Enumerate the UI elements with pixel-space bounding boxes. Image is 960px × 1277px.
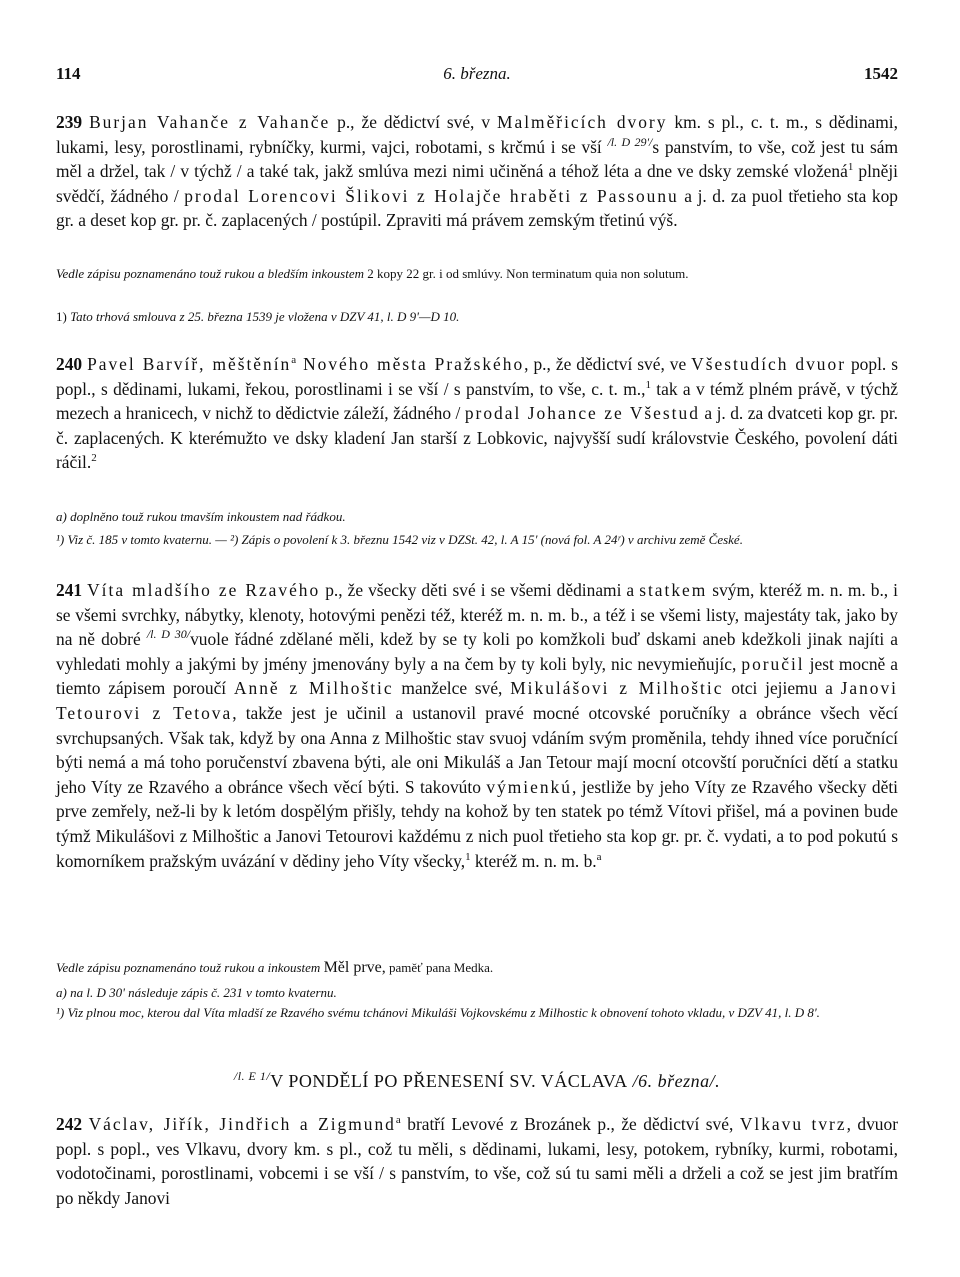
entry-place: Malměřicích dvory	[497, 112, 668, 132]
entry-text: otci jejiemu a	[723, 678, 841, 699]
footnote-239	[56, 307, 898, 326]
entry-number: 239	[56, 112, 83, 132]
note-ref: a	[395, 1114, 401, 1127]
note-text: Vedle zápisu poznamenáno touž rukou a bledším inkoustem	[56, 266, 365, 281]
entry-text: plněji svědčí, žádného /	[56, 161, 899, 206]
entry-text: , jestliže by jeho Víty ze Rzavého všecky děti prve zemřely, než-li by k letóm dospělým přišly, tehdy na kohož by ten statek po témž Vítovi přišel, má a povinen bude týmž Mikulášovi z Milhoštic a Janovi Tetourovi každému z nich puol třetieho sta kop gr. pr. č. vydati, a to pod pokutú s komorníkem pražským uvázání v dědiny jeho Víty všecky,	[56, 776, 898, 871]
entry-text: vuole řádné zdělané měli, kdež by se ty koli po komžkoli buď dskami aneb kdežkoli jinak najíti a vyhledati mohly a jakými by jmény jmenovány byly a na čem by ty koli byly, nic nevymieňujíc,	[56, 629, 899, 674]
entry-242	[56, 1112, 898, 1210]
section-heading	[56, 1071, 898, 1092]
entry-241	[56, 578, 898, 873]
footnote-text: ¹) Viz č. 185 v tomto kvaternu. — ²) Zápis o povolení k 3. březnu 1542 viz v DZSt. 42, l. A 15' (nová fol. A 24ʳ) v archivu země České.	[56, 532, 743, 547]
page-header	[56, 64, 898, 86]
entry-place: Všestudích dvuor	[691, 354, 846, 374]
note-239	[56, 264, 898, 283]
entry-buyer: prodal Johance ze Všestud	[464, 403, 700, 424]
note-text: a) doplněno touž rukou tmavším inkoustem nad řádkou.	[56, 509, 346, 524]
footnote-ref: 1	[847, 161, 854, 174]
entry-text: jest mocně a tiemto zápisem poroučí	[56, 653, 898, 699]
note-240	[56, 507, 898, 526]
folio-mark: /l. D 29'/	[607, 134, 653, 149]
entry-text: p., že dědictví své, v	[330, 112, 498, 132]
entry-place: Vlkavu tvrz	[739, 1114, 847, 1134]
note-text: a) na l. D 30' následuje zápis č. 231 v tomto kvaternu.	[56, 985, 337, 1000]
entry-text: manželce své,	[393, 678, 511, 699]
folio-mark: /l. D 30/	[146, 627, 191, 642]
entry-buyer: prodal Lorencovi Šlikovi z Holajče hraběti z Passounu	[184, 185, 679, 206]
entry-text: s panstvím, to vše, což jest tu sám měl a držel, tak / v týchž / a také tak, jakž smlúva mezi nimi učiněná a téhož léta a dne ve dsky zemské vložená	[56, 136, 898, 182]
folio-mark: /l. E 1/	[233, 1069, 271, 1083]
entry-name: Václav, Jiřík, Jindřich a Zigmund	[88, 1114, 396, 1134]
entry-text: bratří Levové z Brozánek p., že dědictví své,	[400, 1114, 740, 1134]
entry-name: Burjan Vahanče z Vahanče	[89, 112, 331, 132]
heading-date: /6. března/.	[627, 1071, 721, 1091]
footnote-ref: 2	[91, 452, 97, 465]
entry-number: 242	[56, 1114, 83, 1134]
footnote-text: Tato trhová smlouva z 25. března 1539 je vložena v DZV 41, l. D 9'—D 10.	[66, 309, 460, 324]
entry-text: , p., že dědictví své, ve	[524, 354, 692, 374]
footnote-240	[56, 530, 898, 549]
entry-name: Víta mladšího ze Rzavého	[87, 580, 321, 600]
footnote-text: ¹) Viz plnou moc, kterou dal Víta mladší ze Rzavého svému tchánovi Mikuláši Vojkovskému z Milhostic k obnovení tohoto vkladu, v DZV 41, l. D 8'.	[56, 1005, 820, 1020]
note-ref: a	[596, 850, 602, 863]
entry-text: a j. d. za dvatceti kop gr. pr. č. zaplacených. K kterémužto ve dsky kladení Jan starší z Lobkovic, najvyšší sudí královstvie Českého, povolení dáti ráčil.	[56, 403, 898, 473]
entry-number: 240	[56, 354, 83, 374]
entry-number: 241	[56, 580, 83, 600]
entry-text: tak a v témž plném právě, v týchž mezech a hranicech, v nichž to dědictvie záleží, žádného /	[56, 378, 899, 424]
entry-text: km. s pl., c. t. m., s dědinami, lukami, lesy, porostlinami, rybníčky, kurmi, vajci, robotami, s krčmú i se vší	[56, 112, 898, 157]
entry-name: Pavel Barvíř, měštěnín	[87, 354, 292, 374]
entry-text: popl. s popl., s dědinami, lukami, řekou, porostlinami i se vší / s panstvím, to vše, c. t. m.,	[56, 354, 898, 399]
footnote-ref: 1	[645, 378, 651, 391]
entry-word: poručil	[741, 653, 805, 674]
entry-person: Mikulášovi z Milhoštic	[510, 678, 724, 699]
entry-text: , takže jest je učinil a ustanovil pravé mocné otcovské poručníky a obránce všech věcí svrchupsaných. Však tak, když by ona Anna z Milhoštic stav svuoj vdáním svým proměnila, tehdy ihned více poručnící býti nemá a má toho poručenství zbavena býti, ale oni Mikuláš a Jan Tetour mají mocní otcovští poručníci dětí a statku jeho Víty ze Rzavého a obránce všech věcí býti. S takovúto	[56, 702, 899, 797]
entry-person: Anně z Milhoštic	[233, 678, 394, 699]
entry-text: kteréž m. n. m. b.	[470, 850, 597, 871]
entry-239	[56, 110, 898, 233]
page-number: 114	[56, 64, 81, 83]
heading-text: V PONDĚLÍ PO PŘENESENÍ SV. VÁCLAVA	[270, 1071, 628, 1091]
note-241-a	[56, 983, 898, 1002]
entry-240	[56, 352, 898, 475]
running-title: 6. března.	[443, 64, 511, 83]
entry-word: statkem	[639, 580, 708, 600]
note-text: 2 kopy 22 gr. i od smlúvy. Non terminatum quia non solutum.	[364, 266, 689, 281]
entry-name: Nového města Pražského	[296, 354, 525, 374]
footnote-mark: 1)	[56, 309, 67, 324]
note-ref: a	[291, 354, 297, 367]
entry-text: p., že všecky děti své i se všemi dědinami a	[320, 580, 640, 600]
footnote-ref: 1	[465, 850, 471, 863]
entry-text: a j. d. za puol třetieho sta kop gr. a deset kop gr. pr. č. zaplacených / postúpil. Zpraviti má právem zemským třetinú výš.	[56, 185, 898, 231]
note-241	[56, 958, 898, 977]
note-text: paměť pana Medka.	[385, 960, 494, 975]
footnote-241	[56, 1003, 898, 1022]
entry-word: výmienkú	[486, 776, 572, 797]
entry-text: , dvuor popl. s popl., ves Vlkavu, dvory km. s pl., což tu měli, s dědinami, lukami, lesy, potokem, rybníky, kurmi, robotami, vodotočinami, porostlinami, vobcemi i se vší / s panstvím, to vše, což sú tu sami měli a drželi a což se jest jim bratřím po někdy Janovi	[56, 1114, 898, 1208]
entry-person: Janovi Tetourovi z Tetova	[56, 678, 899, 723]
entry-text: svým, kteréž m. n. m. b., i se všemi svrchky, nábytky, klenoty, hotovými penězi též, kteréž m. n. m. b., a též i se všemi listy, majestáty tak, jako by na ně dobré	[56, 580, 898, 650]
note-quote: Měl prve,	[323, 959, 386, 976]
year: 1542	[864, 64, 898, 83]
note-text: Vedle zápisu poznamenáno touž rukou a inkoustem	[56, 960, 321, 975]
